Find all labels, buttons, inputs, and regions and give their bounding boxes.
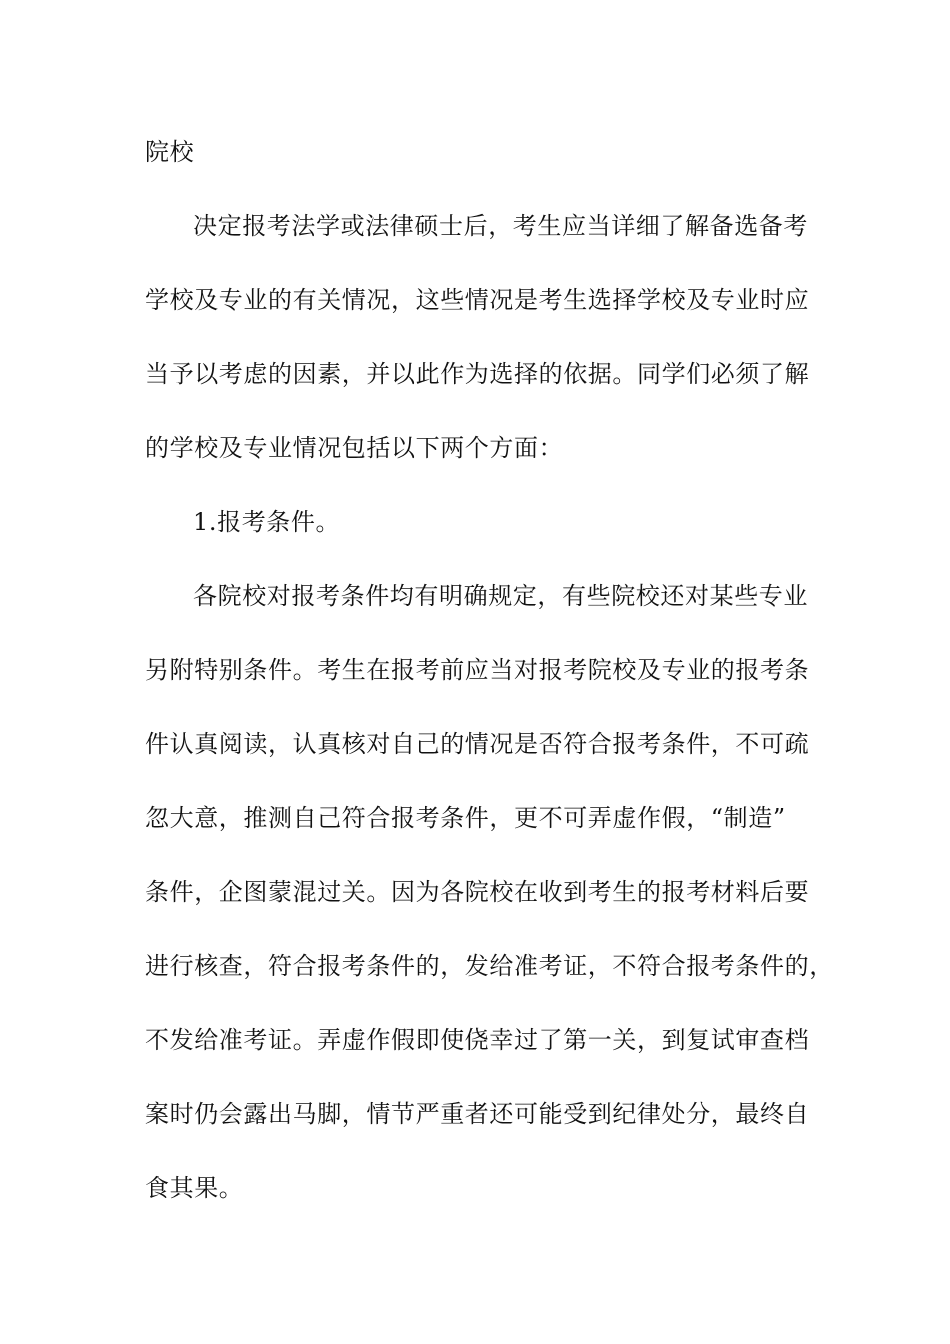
text-line: 食其果。 xyxy=(145,1174,244,1202)
text-line: 当予以考虑的因素，并以此作为选择的依据。同学们必须了解 xyxy=(145,360,810,388)
text-line: 案时仍会露出马脚，情节严重者还可能受到纪律处分，最终自 xyxy=(145,1100,810,1128)
text-line: 另附特别条件。考生在报考前应当对报考院校及专业的报考条 xyxy=(145,656,810,684)
text-line-paragraph-2-start: 各院校对报考条件均有明确规定，有些院校还对某些专业 xyxy=(193,582,808,610)
text-line: 件认真阅读，认真核对自己的情况是否符合报考条件，不可疏 xyxy=(145,730,810,758)
text-line: 条件，企图蒙混过关。因为各院校在收到考生的报考材料后要 xyxy=(145,878,810,906)
text-line-paragraph-1-start: 决定报考法学或法律硕士后，考生应当详细了解备选备考 xyxy=(193,212,808,240)
text-line: 进行核查，符合报考条件的，发给准考证，不符合报考条件的， xyxy=(145,952,834,980)
text-line: 学校及专业的有关情况，这些情况是考生选择学校及专业时应 xyxy=(145,286,810,314)
text-line: 不发给准考证。弄虚作假即使侥幸过了第一关，到复试审查档 xyxy=(145,1026,810,1054)
text-line: 忽大意，推测自己符合报考条件，更不可弄虚作假，“制造” xyxy=(145,804,786,832)
text-line-numbered-heading: 1.报考条件。 xyxy=(193,508,341,536)
text-line: 的学校及专业情况包括以下两个方面： xyxy=(145,434,564,462)
text-line-section-title: 院校 xyxy=(145,138,195,166)
